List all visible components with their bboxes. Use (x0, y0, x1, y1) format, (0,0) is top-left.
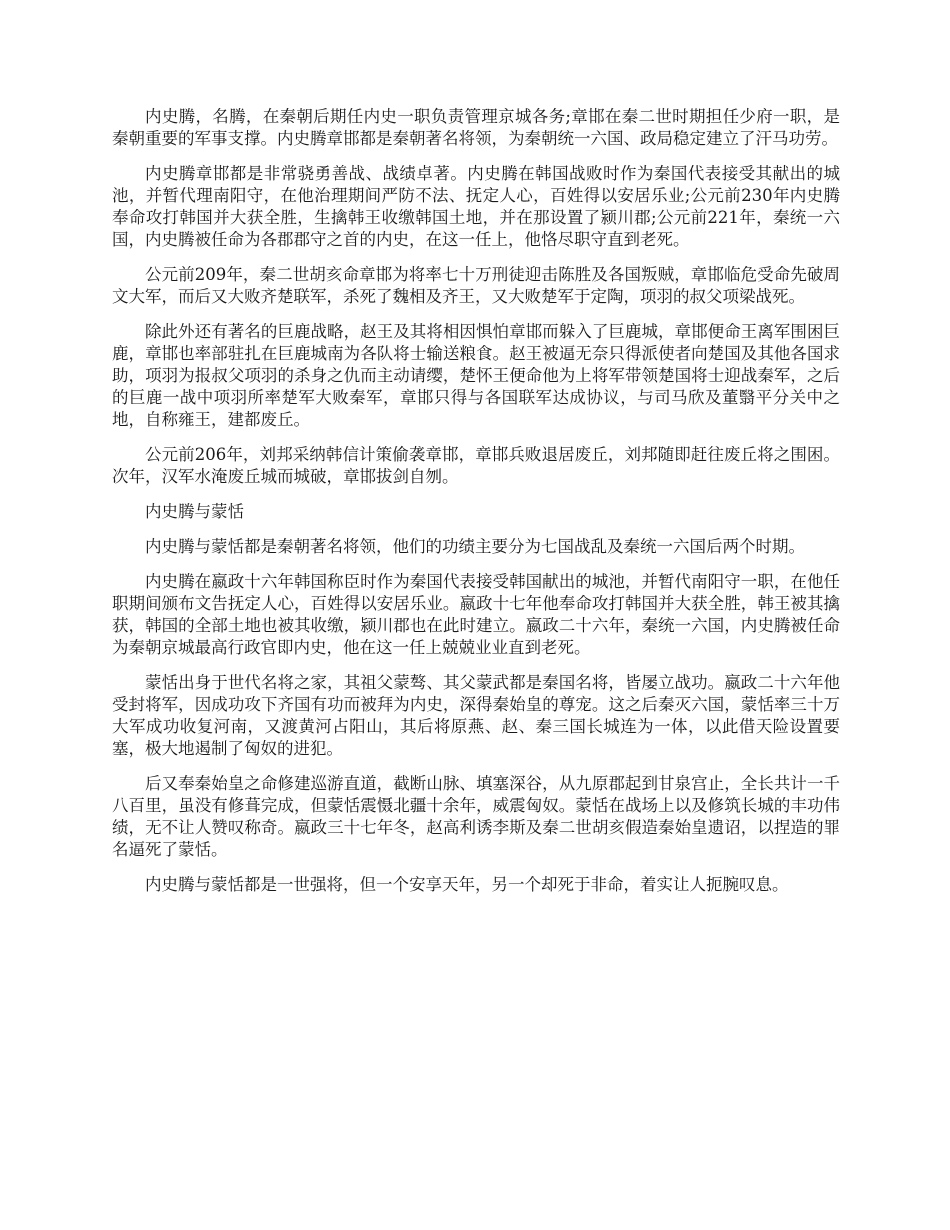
document-body (112, 106, 840, 909)
paragraph-julu-battle: 除此外还有著名的巨鹿战略，赵王及其将相因惧怕章邯而躲入了巨鹿城，章邯便命王离军围困巨鹿，章邯也率部驻扎在巨鹿城南为各队将士输送粮食。赵王被逼无奈只得派使者向楚国及其他各国求助，项羽为报叔父项羽的杀身之仇而主动请缨，楚怀王便命他为上将军带领楚国将士迎战秦军，之后的巨鹿一战中项羽所率楚军大败秦军，章邯只得与各国联军达成协议，与司马欣及董翳平分关中之地，自称雍王，建都废丘。 (112, 322, 840, 429)
paragraph-zhang-han-206bc: 公元前206年，刘邦采纳韩信计策偷袭章邯，章邯兵败退居废丘，刘邦随即赶往废丘将之围困。次年，汉军水淹废丘城而城破，章邯拔剑自刎。 (112, 445, 840, 486)
paragraph-meng-tian-origin: 蒙恬出身于世代名将之家，其祖父蒙骜、其父蒙武都是秦国名将，皆屡立战功。嬴政二十六年他受封将军，因成功攻下齐国有功而被拜为内史，深得秦始皇的尊宠。这之后秦灭六国，蒙恬率三十万大军成功收复河南，又渡黄河占阳山，其后将原燕、赵、秦三国长城连为一体，以此借天险设置要塞，极大地遏制了匈奴的进犯。 (112, 673, 840, 758)
paragraph-neishi-teng-achievements: 内史腾章邯都是非常骁勇善战、战绩卓著。内史腾在韩国战败时作为秦国代表接受其献出的城池，并暂代理南阳守，在他治理期间严防不法、抚定人心，百姓得以安居乐业;公元前230年内史腾奉命攻打韩国并大获全胜，生擒韩王收缴韩国土地，并在那设置了颍川郡;公元前221年，秦统一六国，内史腾被任命为各郡郡守之首的内史，在这一任上，他恪尽职守直到老死。 (112, 164, 840, 249)
paragraph-two-periods: 内史腾与蒙恬都是秦朝著名将领，他们的功绩主要分为七国战乱及秦统一六国后两个时期。 (145, 537, 805, 556)
section-heading-teng-and-meng-tian: 内史腾与蒙恬 (145, 502, 244, 521)
paragraph-neishi-teng-career: 内史腾在嬴政十六年韩国称臣时作为秦国代表接受韩国献出的城池，并暂代南阳守一职，在他任职期间颁布文告抚定人心，百姓得以安居乐业。嬴政十七年他奉命攻打韩国并大获全胜，韩王被其擒获，韩国的全部土地也被其收缴，颍川郡也在此时建立。嬴政二十六年，秦统一六国，内史腾被任命为秦朝京城最高行政官即内史，他在这一任上兢兢业业直到老死。 (112, 572, 840, 657)
paragraph-conclusion: 内史腾与蒙恬都是一世强将，但一个安享天年，另一个却死于非命，着实让人扼腕叹息。 (145, 875, 789, 894)
paragraph-intro: 内史腾，名腾，在秦朝后期任内史一职负责管理京城各务;章邯在秦二世时期担任少府一职，是秦朝重要的军事支撑。内史腾章邯都是秦朝著名将领，为秦朝统一六国、政局稳定建立了汗马功劳。 (112, 107, 840, 148)
paragraph-zhang-han-209bc: 公元前209年，秦二世胡亥命章邯为将率七十万刑徒迎击陈胜及各国叛贼，章邯临危受命先破周文大军，而后又大败齐楚联军，杀死了魏相及齐王，又大败楚军于定陶，项羽的叔父项梁战死。 (112, 265, 840, 306)
paragraph-meng-tian-later: 后又奉秦始皇之命修建巡游直道，截断山脉、填塞深谷，从九原郡起到甘泉宫止，全长共计一千八百里，虽没有修葺完成，但蒙恬震慑北疆十余年，威震匈奴。蒙恬在战场上以及修筑长城的丰功伟绩，无不让人赞叹称奇。嬴政三十七年冬，赵高利诱李斯及秦二世胡亥假造秦始皇遗诏，以捏造的罪名逼死了蒙恬。 (112, 774, 840, 859)
